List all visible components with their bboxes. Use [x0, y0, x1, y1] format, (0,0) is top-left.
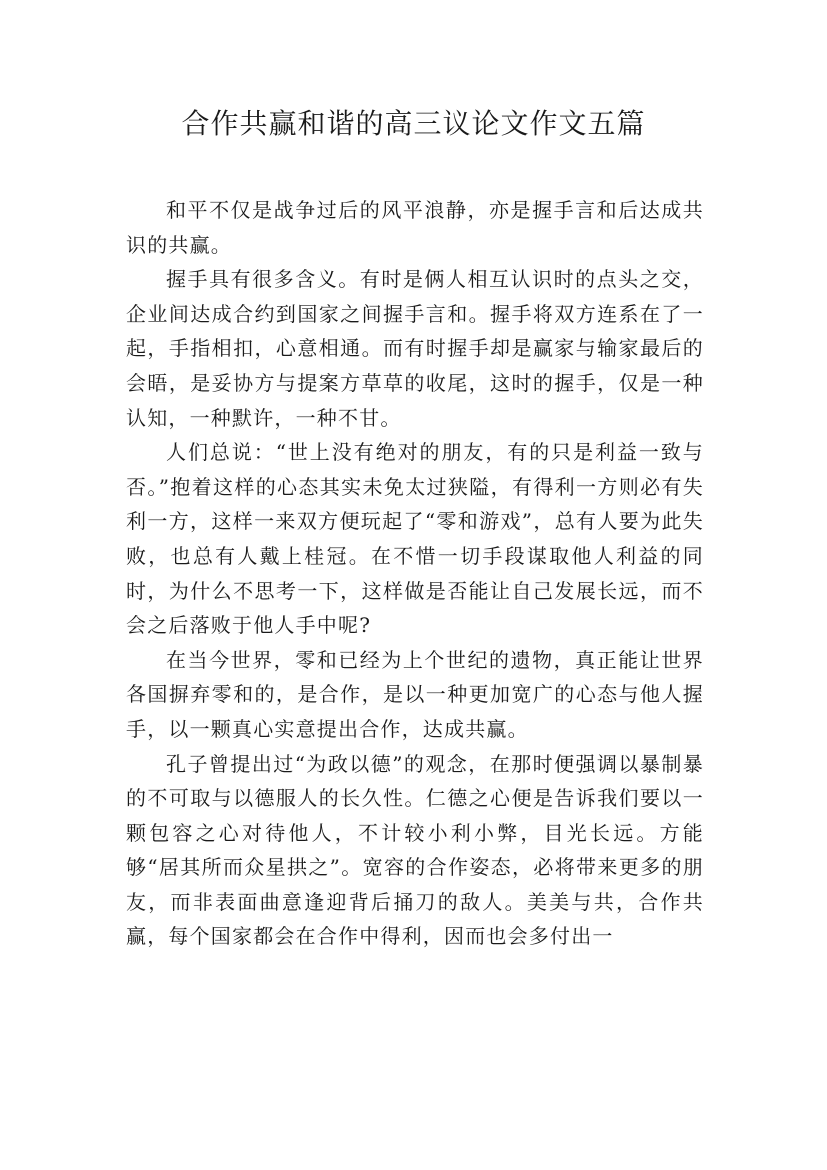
paragraph-1: 和平不仅是战争过后的风平浪静，亦是握手言和后达成共识的共赢。 [126, 198, 704, 257]
paragraph-4: 在当今世界，零和已经为上个世纪的遗物，真正能让世界各国摒弃零和的，是合作，是以一种更加宽广的心态与他人握手，以一颗真心实意提出合作，达成共赢。 [126, 647, 704, 741]
paragraph-3: 人们总说：“世上没有绝对的朋友，有的只是利益一致与否。”抱着这样的心态其实未免太过狭隘，有得利一方则必有失利一方，这样一来双方便玩起了“零和游戏”，总有人要为此失败，也总有人戴上桂冠。在不惜一切手段谋取他人利益的同时，为什么不思考一下，这样做是否能让自己发展长远，而不会之后落败于他人手中呢? [126, 440, 704, 638]
paragraph-5: 孔子曾提出过“为政以德”的观念，在那时便强调以暴制暴的不可取与以德服人的长久性。仁德之心便是告诉我们要以一颗包容之心对待他人，不计较小利小弊，目光长远。方能够“居其所而众星拱之”。宽容的合作姿态，必将带来更多的朋友，而非表面曲意逢迎背后捅刀的敌人。美美与共，合作共赢，每个国家都会在合作中得利，因而也会多付出一 [126, 751, 704, 949]
paragraph-2: 握手具有很多含义。有时是俩人相互认识时的点头之交，企业间达成合约到国家之间握手言和。握手将双方连系在了一起，手指相扣，心意相通。而有时握手却是赢家与输家最后的会晤，是妥协方与提案方草草的收尾，这时的握手，仅是一种认知，一种默许，一种不甘。 [126, 267, 704, 430]
document-title: 合作共赢和谐的高三议论文作文五篇 [181, 107, 646, 140]
document-body [126, 193, 704, 954]
